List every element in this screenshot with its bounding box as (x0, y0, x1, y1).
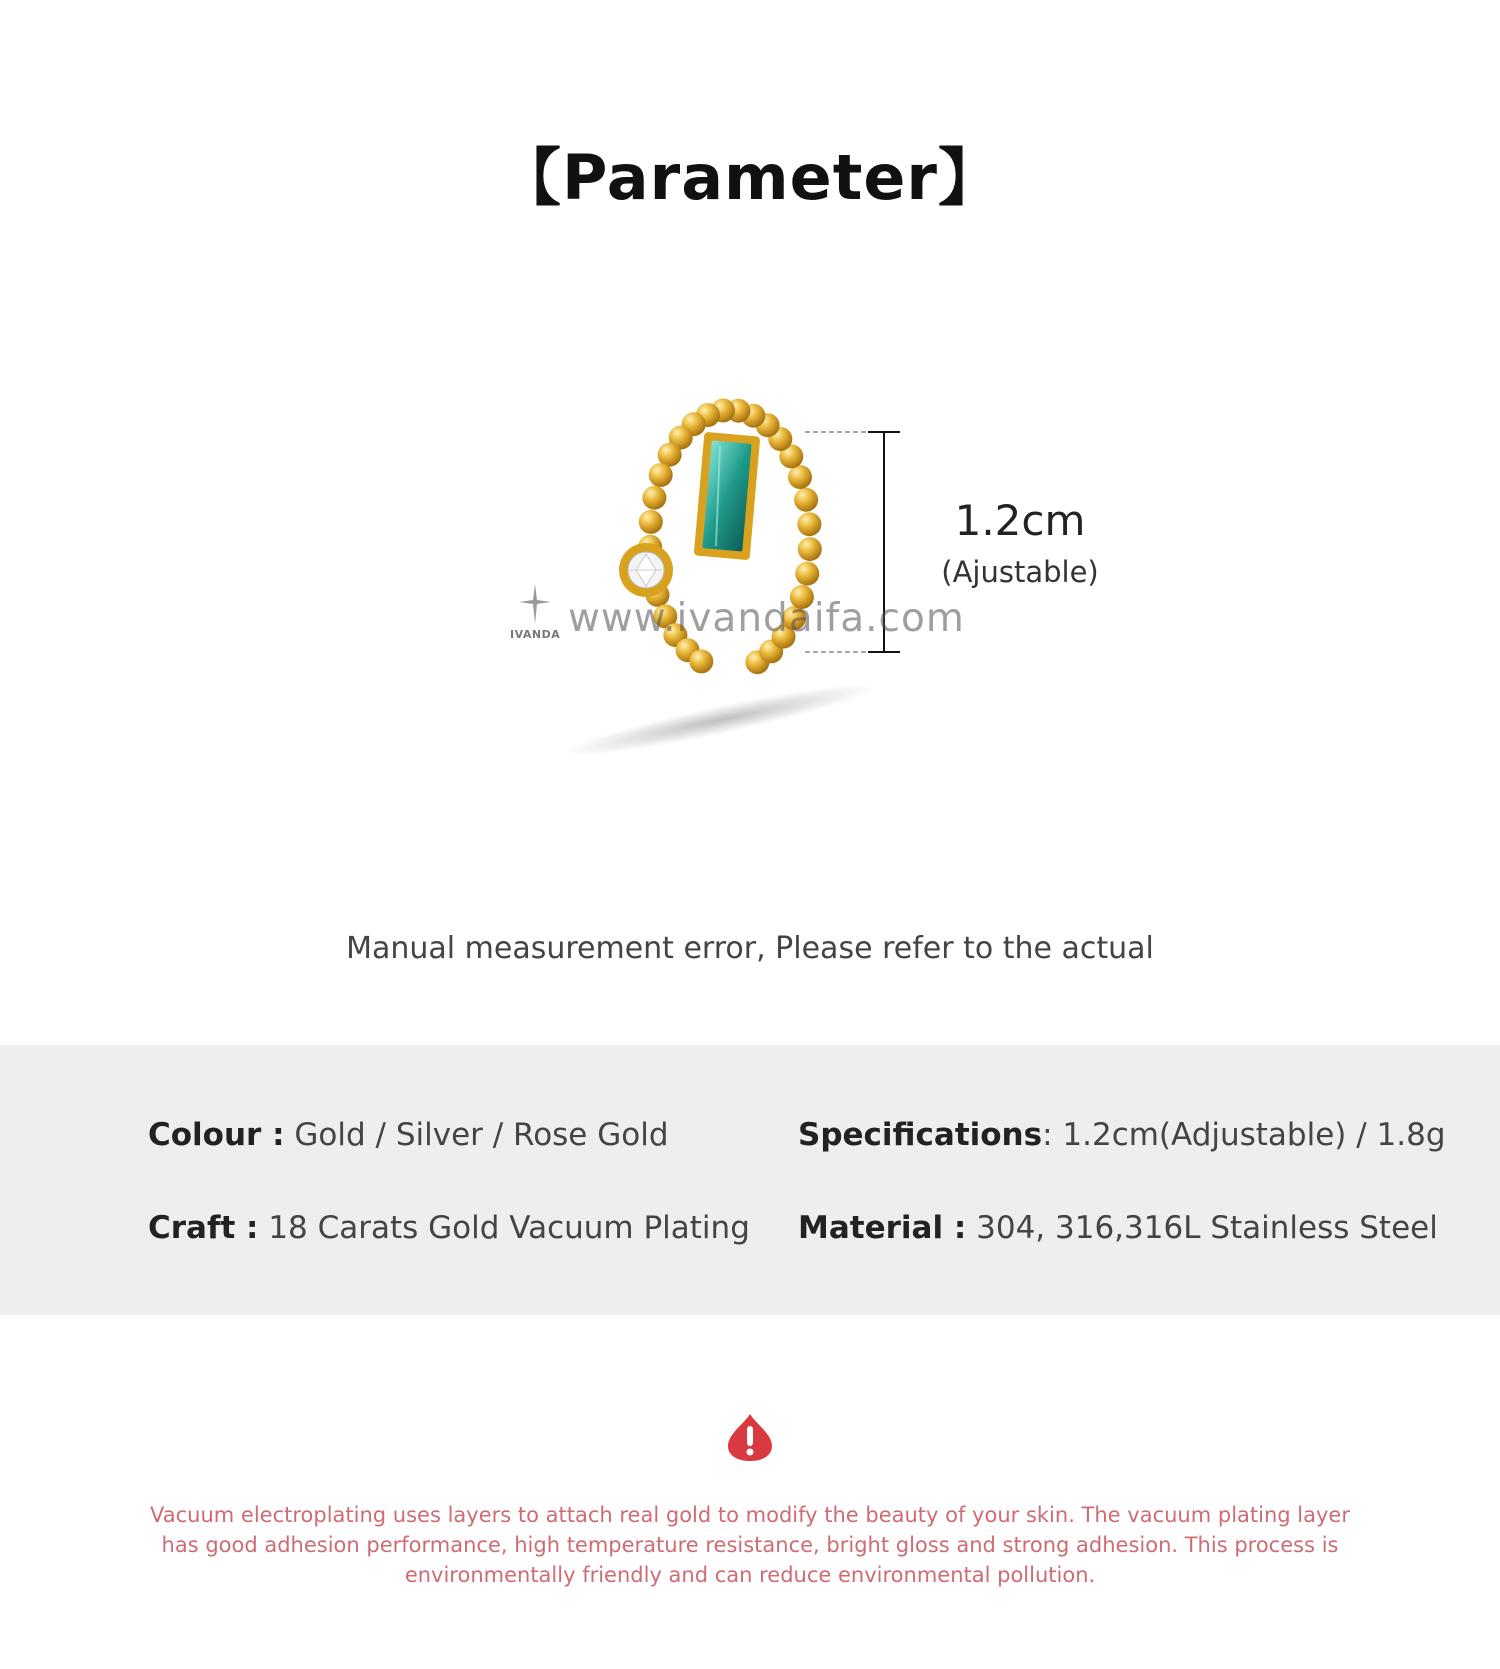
ring-bead (797, 512, 821, 536)
spec-material (798, 1210, 1438, 1246)
emerald-stone (694, 432, 761, 560)
plating-notice: Vacuum electroplating uses layers to attach real gold to modify the beauty of your skin. The vacuum plating layer has good adhesion performance, high temperature resistance, bright gloss and strong adhesion. This process is environmentally friendly and can reduce environmental pollution. (150, 1503, 1350, 1587)
specs-panel (0, 1045, 1500, 1315)
ring-bead (788, 465, 812, 489)
spec-colour-value: Gold / Silver / Rose Gold (294, 1117, 669, 1153)
ring-bead (689, 649, 713, 673)
ring-bead (642, 486, 666, 510)
watermark-url: www.ivandaifa.com (568, 596, 965, 641)
page-title: 【Parameter】 (499, 141, 1001, 214)
warning-drop-icon (726, 1412, 774, 1462)
crystal-stone (619, 543, 673, 597)
ring-bead (798, 537, 822, 561)
ring-bead (639, 510, 663, 534)
spec-colour (148, 1117, 669, 1153)
sparkle-icon (519, 584, 551, 624)
ring-bead (794, 488, 818, 512)
spec-craft-value: 18 Carats Gold Vacuum Plating (268, 1210, 750, 1246)
measurement-disclaimer: Manual measurement error, Please refer to the actual (346, 931, 1154, 966)
spec-craft (148, 1210, 750, 1246)
spec-colour-label: Colour : (148, 1117, 285, 1153)
spec-material-label: Material : (798, 1210, 967, 1246)
spec-specifications-value: : 1.2cm(Adjustable) / 1.8g (1042, 1117, 1446, 1153)
brand-logo (510, 584, 560, 644)
measurement-note: (Ajustable) (941, 555, 1099, 589)
measurement-value: 1.2cm (954, 496, 1086, 545)
spec-material-value: 304, 316,316L Stainless Steel (976, 1210, 1438, 1246)
spec-specifications (798, 1117, 1446, 1153)
ring-bead (649, 463, 673, 487)
ring-bead (795, 562, 819, 586)
brand-name: IVANDA (510, 628, 561, 641)
spec-craft-label: Craft : (148, 1210, 259, 1246)
spec-specifications-label: Specifications (798, 1117, 1043, 1153)
